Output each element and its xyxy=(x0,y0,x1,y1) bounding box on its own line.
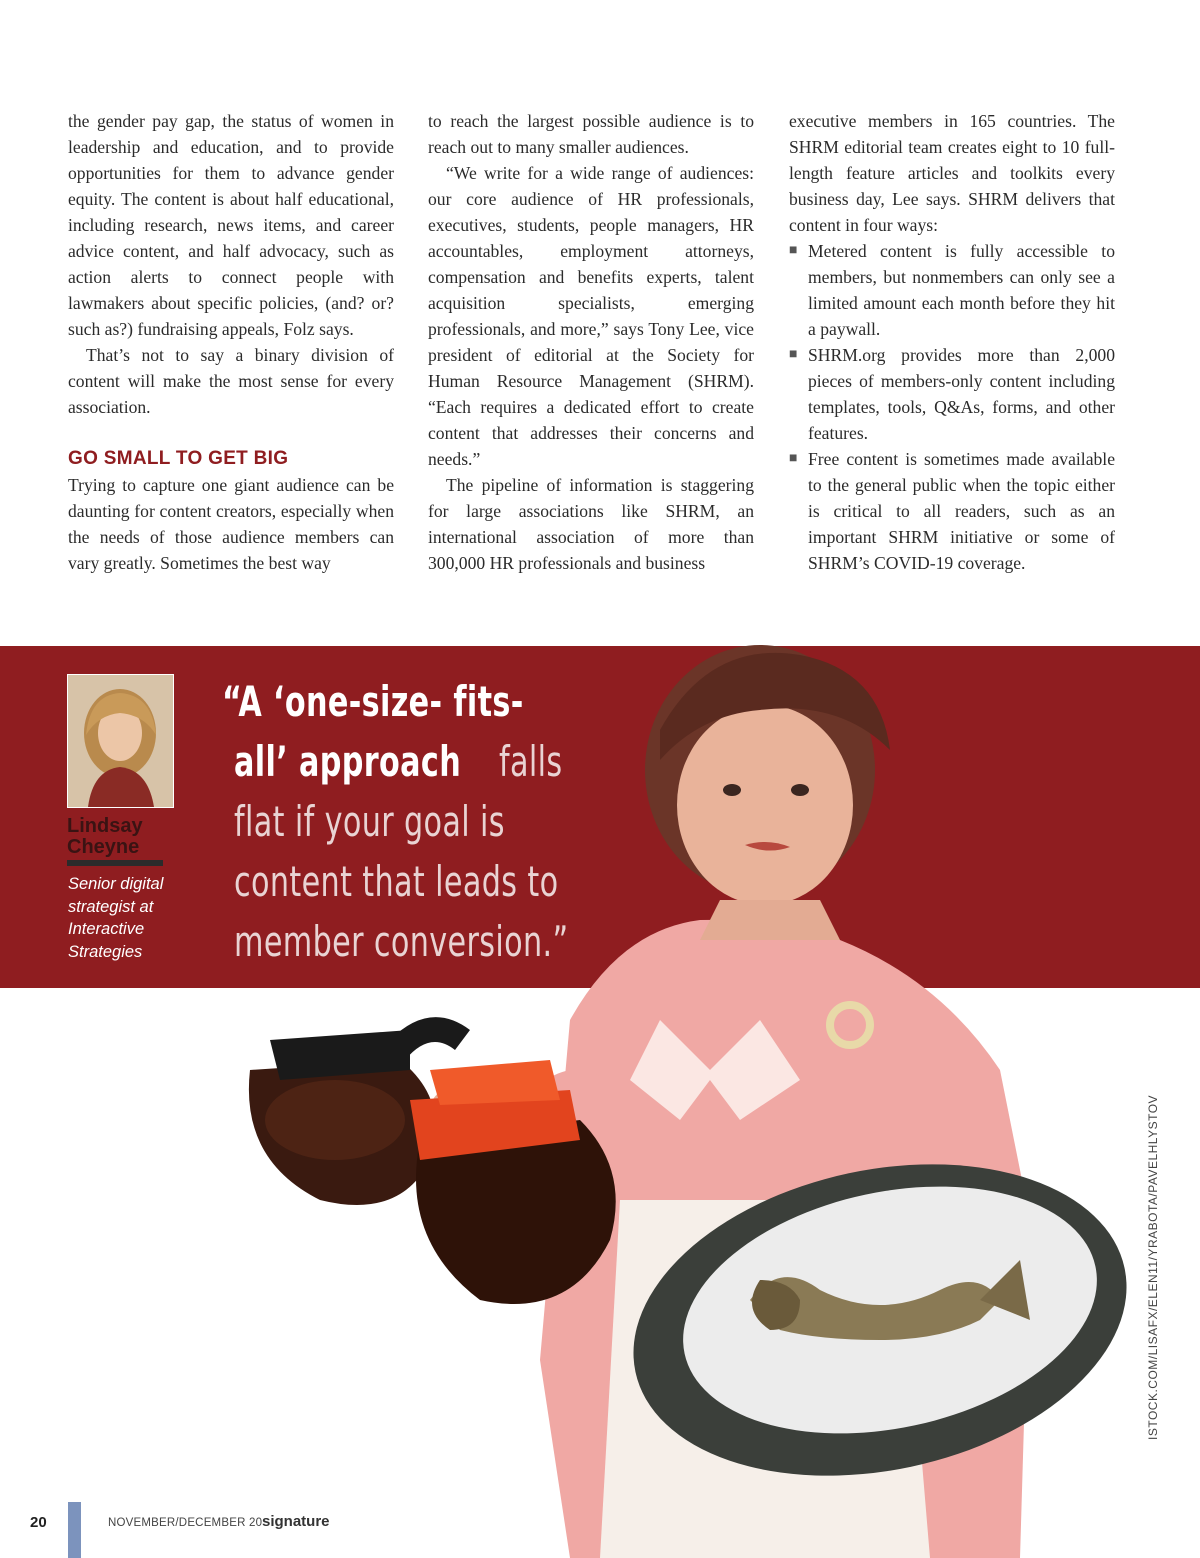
paragraph: to reach the largest possible audience is to reach out to many smaller audiences. xyxy=(428,111,754,157)
divider xyxy=(67,860,163,866)
paragraph: the gender pay gap, the status of women in leadership and education, and to provide opportunities for them to advance gender equity. The content is about half educational, including research, news items, and career advice content, and half advocacy, such as action alerts to connect people with lawmakers about specific policies, (and? or? such as?) fundraising appeals, Folz says. xyxy=(68,111,394,339)
quote-line xyxy=(222,672,642,732)
square-bullet-icon: ■ xyxy=(789,347,798,362)
person-photo-icon xyxy=(68,675,173,807)
paragraph: “We write for a wide range of audiences: our core audience of HR professionals, executives, students, people managers, HR accountables, employment attorneys, compensation and benefits experts, talent acquisition specialists, emerging professionals, and more,” says Tony Lee, vice president of editorial at the Society for Human Resource Management (SHRM). “Each requires a dedicated effort to create content that addresses their concerns and needs.” xyxy=(428,163,754,469)
paragraph: executive members in 165 countries. The SHRM editorial team creates eight to 10 full-length feature articles and toolkits every business day, Lee says. SHRM delivers that content in four ways: xyxy=(789,111,1115,235)
square-bullet-icon: ■ xyxy=(789,451,798,466)
quote-text-bold: “A ‘one-size- fits- xyxy=(222,677,524,726)
author-headshot xyxy=(67,674,174,808)
magazine-name: signature xyxy=(262,1513,330,1530)
quote-text-light: falls xyxy=(499,737,563,786)
article-column-1 xyxy=(68,108,394,576)
list-item-text: SHRM.org provides more than 2,000 pieces of members-only content including templates, tools, Q&As, forms, and other features. xyxy=(808,345,1115,443)
quote-text-bold: all’ approach xyxy=(234,737,462,786)
folio-bar xyxy=(68,1502,81,1558)
photo-credit: ISTOCK.COM/LISAFX/ELEN11/YRABOTA/PAVELHLYSTOV xyxy=(1146,1094,1160,1440)
quote-line xyxy=(222,792,642,852)
quote-line xyxy=(222,912,642,972)
quote-line xyxy=(222,732,642,792)
article-column-2 xyxy=(428,108,754,576)
list-item xyxy=(789,342,1115,446)
paragraph: Trying to capture one giant audience can be daunting for content creators, especially when the needs of those audience members can vary greatly. Sometimes the best way xyxy=(68,475,394,573)
page-number: 20 xyxy=(30,1514,47,1531)
list-item xyxy=(789,238,1115,342)
person-name: Lindsay Cheyne xyxy=(67,815,143,858)
person-title: Senior digital strategist at Interactive Strategies xyxy=(68,875,164,961)
list-item-text: Free content is sometimes made available to the general public when the topic either is critical to all readers, such as an important SHRM initiative or some of SHRM’s COVID-19 coverage. xyxy=(808,449,1115,573)
article-column-3 xyxy=(789,108,1115,576)
pull-quote xyxy=(222,672,642,972)
list-item-text: Metered content is fully accessible to members, but nonmembers can only see a limited amount each month before they hit a paywall. xyxy=(808,241,1115,339)
section-heading: GO SMALL TO GET BIG xyxy=(68,448,289,469)
paragraph: The pipeline of information is staggering for large associations like SHRM, an international association of more than 300,000 HR professionals and business xyxy=(428,475,754,573)
quote-text-light: member conversion.” xyxy=(234,917,569,966)
quote-text-light: content that leads to xyxy=(234,857,559,906)
paragraph: That’s not to say a binary division of content will make the most sense for every association. xyxy=(68,345,394,417)
square-bullet-icon: ■ xyxy=(789,243,798,258)
issue-date: NOVEMBER/DECEMBER 20 xyxy=(108,1517,263,1529)
quote-text-light: flat if your goal is xyxy=(234,797,505,846)
list-item xyxy=(789,446,1115,576)
quote-line xyxy=(222,852,642,912)
